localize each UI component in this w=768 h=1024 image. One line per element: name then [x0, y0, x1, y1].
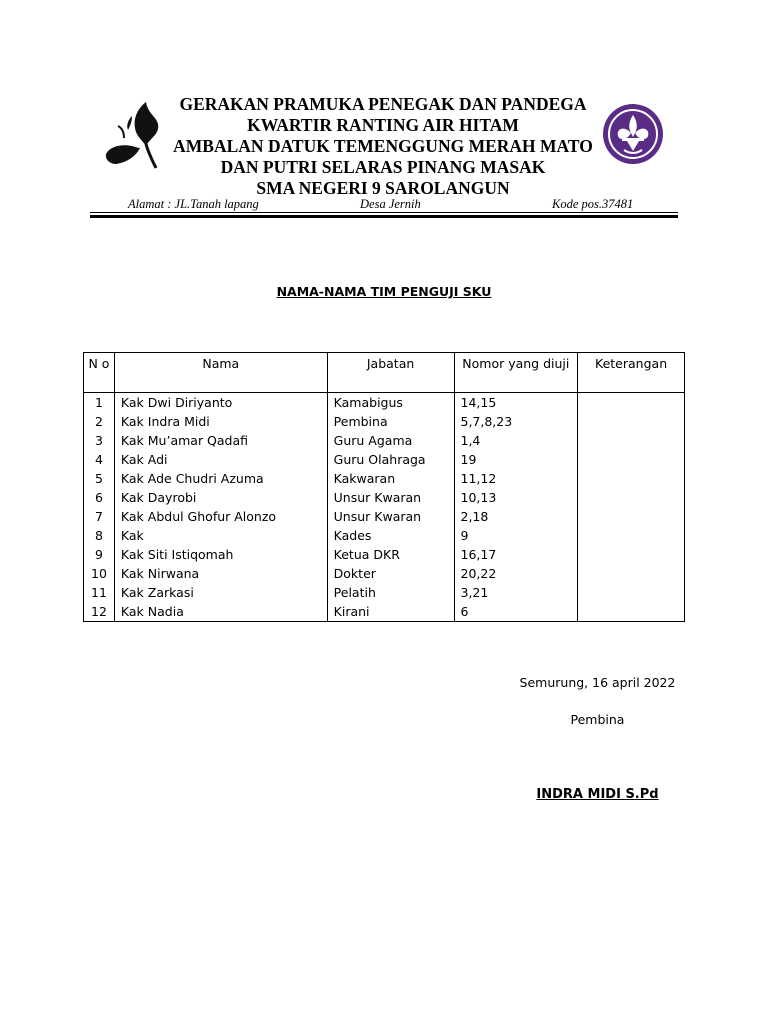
header-jabatan: Jabatan [327, 353, 454, 393]
cell-nama: Kak Dayrobi [114, 488, 327, 507]
cell-no: 7 [84, 507, 115, 526]
table-row [84, 564, 685, 583]
org-name-line-3: AMBALAN DATUK TEMENGGUNG MERAH MATO [173, 136, 593, 156]
cell-jabatan: Pembina [327, 412, 454, 431]
cell-jabatan: Kamabigus [327, 393, 454, 413]
cell-keterangan [578, 412, 685, 431]
cell-nomor: 6 [454, 602, 578, 622]
signature-name: INDRA MIDI S.Pd [536, 787, 659, 802]
cell-nomor: 16,17 [454, 545, 578, 564]
postcode-text: Kode pos.37481 [552, 197, 634, 211]
tunas-kelapa-logo [102, 98, 164, 170]
signature-place-date: Semurung, 16 april 2022 [519, 675, 676, 690]
cell-keterangan [578, 431, 685, 450]
examiner-table [83, 352, 685, 622]
scout-emblem-logo [600, 103, 666, 165]
cell-keterangan [578, 526, 685, 545]
cell-keterangan [578, 564, 685, 583]
cell-no: 1 [84, 393, 115, 413]
cell-nomor: 11,12 [454, 469, 578, 488]
cell-nama: Kak [114, 526, 327, 545]
table-row [84, 469, 685, 488]
cell-nama: Kak Adi [114, 450, 327, 469]
cell-keterangan [578, 602, 685, 622]
cell-keterangan [578, 450, 685, 469]
table-row [84, 583, 685, 602]
cell-keterangan [578, 488, 685, 507]
cell-nama: Kak Abdul Ghofur Alonzo [114, 507, 327, 526]
table-row [84, 507, 685, 526]
signature-role: Pembina [570, 712, 625, 727]
cell-nama: Kak Mu’amar Qadafi [114, 431, 327, 450]
cell-nomor: 1,4 [454, 431, 578, 450]
table-header-row [84, 353, 685, 393]
cell-jabatan: Kades [327, 526, 454, 545]
table-row [84, 431, 685, 450]
letterhead-rule-thick [90, 215, 678, 218]
letterhead-title [170, 94, 596, 199]
header-no: N o [84, 353, 115, 393]
cell-no: 5 [84, 469, 115, 488]
cell-no: 3 [84, 431, 115, 450]
header-keterangan: Keterangan [578, 353, 685, 393]
cell-nama: Kak Zarkasi [114, 583, 327, 602]
cell-nomor: 10,13 [454, 488, 578, 507]
document-title [0, 284, 768, 299]
cell-no: 4 [84, 450, 115, 469]
cell-keterangan [578, 545, 685, 564]
cell-no: 9 [84, 545, 115, 564]
cell-nama: Kak Nadia [114, 602, 327, 622]
cell-keterangan [578, 583, 685, 602]
header-nomor: Nomor yang diuji [454, 353, 578, 393]
org-name-line-2: KWARTIR RANTING AIR HITAM [247, 115, 519, 135]
cell-nomor: 20,22 [454, 564, 578, 583]
cell-jabatan: Ketua DKR [327, 545, 454, 564]
cell-jabatan: Kirani [327, 602, 454, 622]
header-nama: Nama [114, 353, 327, 393]
address-text: Alamat : JL.Tanah lapang [128, 197, 259, 211]
cell-nama: Kak Nirwana [114, 564, 327, 583]
cell-nomor: 2,18 [454, 507, 578, 526]
village-text: Desa Jernih [360, 197, 421, 211]
cell-no: 11 [84, 583, 115, 602]
cell-jabatan: Kakwaran [327, 469, 454, 488]
cell-no: 8 [84, 526, 115, 545]
cell-keterangan [578, 507, 685, 526]
cell-keterangan [578, 469, 685, 488]
table-row [84, 412, 685, 431]
cell-jabatan: Pelatih [327, 583, 454, 602]
cell-no: 10 [84, 564, 115, 583]
cell-jabatan: Guru Agama [327, 431, 454, 450]
cell-nama: Kak Dwi Diriyanto [114, 393, 327, 413]
cell-nomor: 14,15 [454, 393, 578, 413]
table-row [84, 393, 685, 413]
cell-no: 2 [84, 412, 115, 431]
cell-jabatan: Unsur Kwaran [327, 488, 454, 507]
table-row [84, 488, 685, 507]
table-row [84, 526, 685, 545]
cell-nama: Kak Indra Midi [114, 412, 327, 431]
cell-nama: Kak Siti Istiqomah [114, 545, 327, 564]
cell-keterangan [578, 393, 685, 413]
cell-nomor: 5,7,8,23 [454, 412, 578, 431]
cell-jabatan: Dokter [327, 564, 454, 583]
cell-nama: Kak Ade Chudri Azuma [114, 469, 327, 488]
org-name-line-4: DAN PUTRI SELARAS PINANG MASAK [220, 157, 546, 177]
document-title-text: NAMA-NAMA TIM PENGUJI SKU [276, 284, 492, 299]
table-row [84, 450, 685, 469]
org-name-line-5: SMA NEGERI 9 SAROLANGUN [256, 178, 510, 198]
letterhead-rule-thin [90, 212, 678, 213]
cell-no: 6 [84, 488, 115, 507]
cell-jabatan: Guru Olahraga [327, 450, 454, 469]
cell-nomor: 3,21 [454, 583, 578, 602]
table-row [84, 602, 685, 622]
cell-nomor: 19 [454, 450, 578, 469]
cell-no: 12 [84, 602, 115, 622]
letterhead-address [90, 197, 678, 213]
org-name-line-1: GERAKAN PRAMUKA PENEGAK DAN PANDEGA [179, 94, 587, 114]
table-row [84, 545, 685, 564]
cell-nomor: 9 [454, 526, 578, 545]
cell-jabatan: Unsur Kwaran [327, 507, 454, 526]
